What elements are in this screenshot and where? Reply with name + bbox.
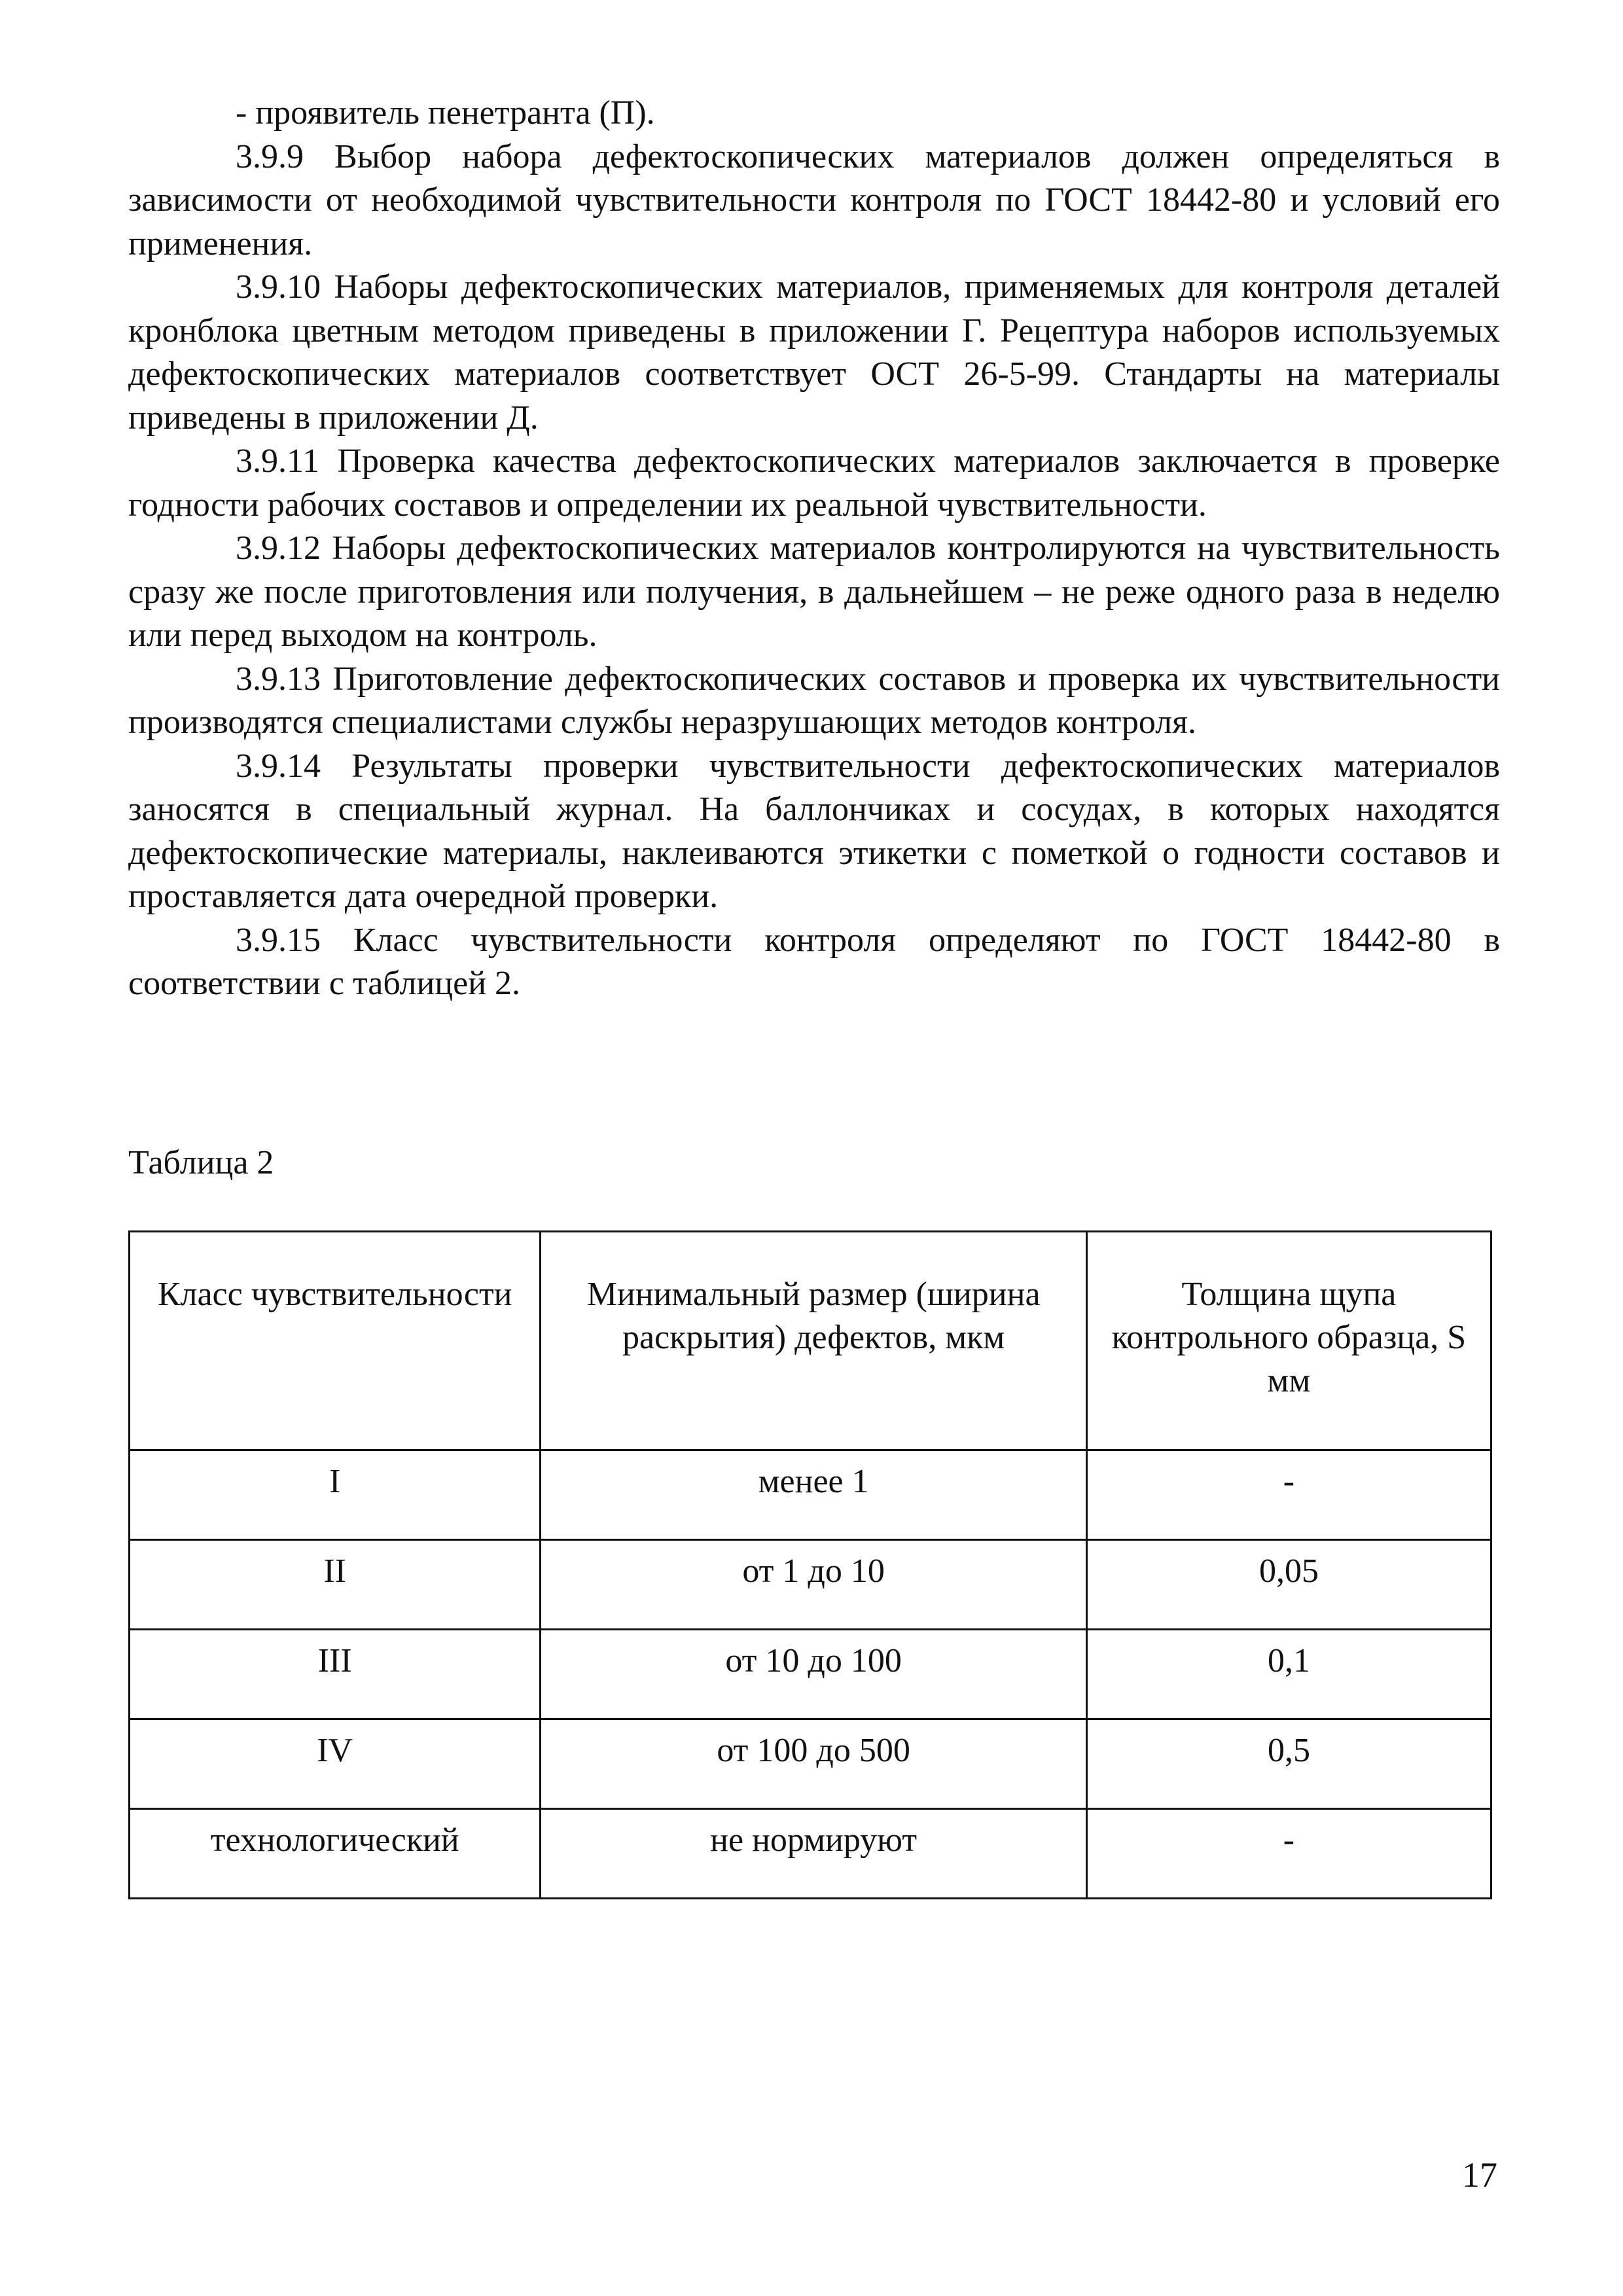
- cell-defect-size: от 100 до 500: [541, 1719, 1087, 1809]
- cell-thickness: 0,5: [1086, 1719, 1491, 1809]
- table-row: [130, 1450, 1491, 1540]
- paragraph-developer-item: - проявитель пенетранта (П).: [236, 94, 655, 132]
- cell-defect-size: от 1 до 10: [541, 1540, 1087, 1630]
- body-text: [128, 92, 1500, 1006]
- cell-defect-size: не нормируют: [541, 1809, 1087, 1899]
- cell-defect-size: от 10 до 100: [541, 1630, 1087, 1719]
- cell-thickness: -: [1086, 1450, 1491, 1540]
- cell-thickness: 0,05: [1086, 1540, 1491, 1630]
- table-row: [130, 1809, 1491, 1899]
- cell-thickness: -: [1086, 1809, 1491, 1899]
- table-row: [130, 1630, 1491, 1719]
- cell-class: технологический: [130, 1809, 541, 1899]
- paragraph-3-9-13: 3.9.13 Приготовление дефектоскопических составов и проверка их чувствительности производятся специалистами службы неразрушающих методов контроля.: [128, 660, 1500, 741]
- table-caption: Таблица 2: [128, 1144, 274, 1181]
- paragraph-3-9-14: 3.9.14 Результаты проверки чувствительности дефектоскопических материалов заносятся в специальный журнал. На баллончиках и сосудах, в которых находятся дефектоскопические материалы, наклеиваются этикетки с пометкой о годности составов и проставляется дата очередной проверки.: [128, 747, 1500, 915]
- header-min-defect-size: Минимальный размер (ширина раскрытия) дефектов, мкм: [541, 1232, 1087, 1450]
- paragraph-3-9-9: 3.9.9 Выбор набора дефектоскопических материалов должен определяться в зависимости от необходимой чувствительности контроля по ГОСТ 18442-80 и условий его применения.: [128, 137, 1500, 262]
- table-row: [130, 1540, 1491, 1630]
- sensitivity-class-table: [128, 1230, 1492, 1899]
- paragraph-3-9-15: 3.9.15 Класс чувствительности контроля определяют по ГОСТ 18442-80 в соответствии с таблицей 2.: [128, 921, 1500, 1002]
- table-row: [130, 1719, 1491, 1809]
- header-sensitivity-class: Класс чувствительности: [130, 1232, 541, 1450]
- cell-class: II: [130, 1540, 541, 1630]
- header-probe-thickness: Толщина щупа контрольного образца, S мм: [1086, 1232, 1491, 1450]
- paragraph-3-9-11: 3.9.11 Проверка качества дефектоскопических материалов заключается в проверке годности рабочих составов и определении их реальной чувствительности.: [128, 442, 1500, 524]
- table-header-row: [130, 1232, 1491, 1450]
- cell-class: IV: [130, 1719, 541, 1809]
- cell-class: I: [130, 1450, 541, 1540]
- page-number: 17: [1462, 2155, 1497, 2195]
- cell-class: III: [130, 1630, 541, 1719]
- cell-defect-size: менее 1: [541, 1450, 1087, 1540]
- cell-thickness: 0,1: [1086, 1630, 1491, 1719]
- paragraph-3-9-12: 3.9.12 Наборы дефектоскопических материалов контролируются на чувствительность сразу же после приготовления или получения, в дальнейшем – не реже одного раза в неделю или перед выходом на контроль.: [128, 529, 1500, 654]
- paragraph-3-9-10: 3.9.10 Наборы дефектоскопических материалов, применяемых для контроля деталей кронблока цветным методом приведены в приложении Г. Рецептура наборов используемых дефектоскопических материалов соответствует ОСТ 26-5-99. Стандарты на материалы приведены в приложении Д.: [128, 268, 1500, 437]
